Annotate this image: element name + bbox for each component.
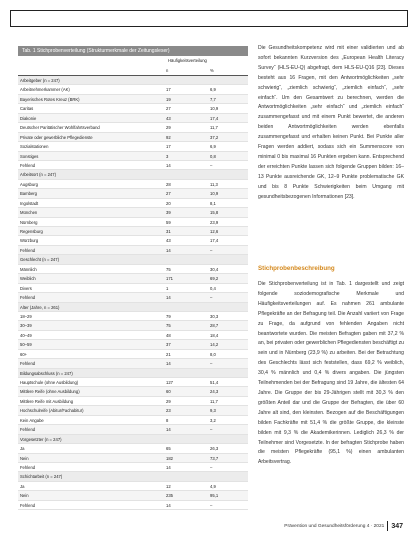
table-row [18,227,248,236]
row-count: 79 [166,313,171,319]
row-percent: 9,3 [210,408,216,414]
page-footer [284,521,403,531]
table-header-columns [18,66,248,77]
row-percent: 95,1 [210,493,219,499]
row-count: 75 [166,323,171,329]
row-count: 14 [166,295,171,301]
row-label: Hochschulreife (Abitur/Fachabitur) [20,408,84,414]
row-count: 75 [166,266,171,272]
row-percent: 51,4 [210,380,219,385]
table-row [18,444,248,453]
row-count: 43 [166,238,171,244]
row-label: Private oder gewerbliche Pflegedienste [20,134,93,140]
data-table [18,46,248,510]
row-count: 14 [166,464,171,470]
row-count [164,435,208,443]
table-row [18,152,248,161]
row-count [164,303,208,311]
row-percent: 14,2 [210,342,219,348]
table-row [18,416,248,425]
table-row [18,331,248,340]
row-percent: 8,1 [210,200,216,206]
table-row [18,321,248,330]
row-percent: – [210,247,213,253]
table-row [18,208,248,217]
table-row [18,491,248,500]
row-percent: 6,9 [210,144,216,150]
row-percent: 12,6 [210,229,219,234]
table-row [18,142,248,151]
row-label: Ja [20,483,25,489]
row-percent: 8,0 [210,351,216,357]
row-percent: 37,2 [210,134,219,140]
table-section-row [18,255,248,264]
header-n: n [166,67,169,73]
table-row [18,350,248,359]
row-label: Fehlend [20,247,36,253]
row-count: 29 [166,125,171,131]
table-row [18,161,248,170]
table-row [18,218,248,227]
row-percent: 30,4 [210,266,219,272]
row-percent: 6,9 [210,87,216,93]
table-row [18,236,248,245]
row-label: Männlich [20,266,37,272]
table-row [18,378,248,387]
row-label: 18–29 [20,313,32,319]
table-row [18,95,248,104]
row-label: 60+ [20,351,28,357]
row-percent: 24,3 [210,389,219,395]
table-row [18,265,248,274]
row-label: Augsburg [20,181,38,187]
table-row [18,359,248,368]
table-header-group [18,56,248,66]
table-row [18,406,248,415]
row-percent: 23,9 [210,219,219,225]
page-header-box [10,10,408,27]
paragraph-sample-description: Die Stichprobenverteilung ist in Tab. 1 dargestellt und zeigt folgende soziodemografische Merkmale und Häufigkeitsverteilungen auf. Es nahmen 261 ambulante Pflegekräfte an der Befragung teil. Die Anzahl variiert von Frage zu Frage, da aufgrund von fehlenden Angaben nicht beantwortete wurden. Die meisten Befragten gaben mit 37,2 % an, bei privaten oder gewerblichen Pflegediensten beschäftigt zu sein und in Nürnberg (23,9 %) zu arbeiten. Bei der Betrachtung des Geschlechts lässt sich feststellen, dass 69,2 % weiblich, 30,4 % männlich und 0,4 % divers angaben. Die jüngsten Teilnehmenden bei der Befragung sind 19 Jahre, die ältesten 64 Jahre. Die Gruppe der bis 29-Jährigen stellt mit 30,3 % den größten Anteil dar und die Gruppe der Befragten, die über 60 Jahre alt sind, den kleinsten. Bezogen auf die Beschäftigungen bilden Fachkräfte mit 51,4 % die größte Gruppe, die kleinste bilden mit 9,3 % die Akademikerinnen. Lediglich 26,3 % der Teilnehmer sind Vorgesetzte. In der befragten Stichprobe haben die meisten Pflegekräfte (95,1 %) einen ambulanten Arbeitsvertrag. [258,281,404,466]
row-percent: 17,4 [210,238,219,244]
row-label: Kein Angabe [20,417,44,423]
row-percent [208,435,248,443]
row-percent: 11,3 [210,181,218,187]
table-row [18,284,248,293]
row-count: 14 [166,247,171,253]
row-label: Nein [20,455,29,461]
row-count: 29 [166,398,171,404]
table-row [18,340,248,349]
row-percent: – [210,361,213,367]
row-count: 23 [166,408,171,414]
row-percent: – [210,162,213,168]
row-count [164,255,208,263]
table-row [18,246,248,255]
table-row [18,397,248,406]
row-count [164,170,208,178]
page-number: 347 [391,522,403,530]
table-row [18,293,248,302]
row-count: 65 [166,446,171,452]
row-label: 40–49 [20,332,32,338]
table-section-row [18,303,248,312]
row-label: Hauptschule (ohne Ausbildung) [20,380,79,385]
row-percent [208,472,248,480]
row-label: Ingolstadt [20,200,39,206]
row-count: 43 [166,115,171,121]
row-percent: 0,8 [210,153,216,159]
row-label: Sonstiges [20,153,39,159]
row-percent [208,303,248,311]
row-count: 14 [166,502,171,508]
row-percent: 11,7 [210,398,218,404]
row-label: Ja [20,446,25,452]
row-label: Bayerisches Rotes Kreuz (BRK) [20,96,80,102]
row-label: Diakonie [20,115,37,121]
row-label: Fehlend [20,464,36,470]
row-label: Schichtarbeit (n = 247) [20,474,63,480]
row-label: Weiblich [20,276,36,282]
row-label: Regensburg [20,229,43,234]
section-heading: Stichprobenbeschreibung [258,265,335,272]
table-row [18,114,248,123]
table-row [18,189,248,198]
table-row [18,180,248,189]
row-label: Bildungsabschluss (n = 247) [20,370,73,376]
table-row [18,387,248,396]
row-label: Mittlere Reife mit Ausbildung [20,398,74,404]
table-row [18,425,248,434]
row-percent [208,76,248,84]
row-count: 37 [166,342,171,348]
row-label: Nürnberg [20,219,38,225]
row-count: 27 [166,106,171,112]
row-label: Alter (Jahre, n = 261) [20,304,60,310]
row-count: 14 [166,162,171,168]
row-percent: 30,3 [210,313,219,319]
table-row [18,199,248,208]
row-percent [208,369,248,377]
table-row [18,85,248,94]
row-percent: – [210,464,213,470]
row-count: 31 [166,229,171,234]
row-label: Fehlend [20,361,36,367]
table-section-row [18,435,248,444]
row-label: Sozialstationen [20,144,49,150]
row-label: Fehlend [20,427,36,433]
row-count: 19 [166,96,171,102]
row-percent: 11,7 [210,125,218,131]
row-count [164,76,208,84]
row-count: 60 [166,389,171,395]
row-count: 14 [166,427,171,433]
row-count: 48 [166,332,171,338]
row-percent: – [210,427,213,433]
row-label: Bamberg [20,191,37,197]
row-percent [208,170,248,178]
table-row [18,133,248,142]
table-row [18,463,248,472]
row-percent: 73,7 [210,455,219,461]
row-label: 30–39 [20,323,32,329]
row-count: 92 [166,134,171,140]
row-count: 127 [166,380,173,385]
row-percent: 0,4 [210,285,216,291]
row-count: 182 [166,455,173,461]
table-row [18,312,248,321]
row-count: 20 [166,200,171,206]
row-count: 27 [166,191,171,197]
row-label: Arbeitsort (n = 247) [20,172,56,178]
paragraph-health-literacy: Die Gesundheitskompetenz wird mit einer validierten und ab sofort bekannten Kurzversion des „European Health Literacy Survey“ (HLS-EU-Q) abgefragt, dem HLS-EU-Q16 [23]. Dieses besteht aus 16 Fragen, mit den Antwortmöglichkeiten „sehr schwierig“, „ziemlich schwierig“, „ziemlich einfach“, „sehr einfach“. Um den Gesamtwert zu berechnen, werden die Antwortmöglichkeiten „sehr einfach“ und „ziemlich einfach“ zusammengefasst und mit einem Punkt bewertet, die anderen beiden Antwortmöglichkeiten werden ebenfalls zusammengefasst und erhalten keinen Punkt. Bei Punkte aller Fragen werden addiert, sodass sich ein Summenscore von minimal 0 bis maximal 16 Punkten ergeben kann. Entsprechend der erreichten Punkte lassen sich folgende Gruppen bilden: 16–13 Punkte ausreichende GK, 12–9 Punkte problematische GK und bis 8 Punkte Schwierigkeiten beim Umgang mit gesundheitsbezogenen Informationen [23]. [258,45,404,200]
row-count: 3 [166,153,169,159]
row-label: Mittlere Reife (ohne Ausbildung) [20,389,80,395]
row-label: Fehlend [20,502,36,508]
table-section-row [18,76,248,85]
row-count: 59 [166,219,171,225]
row-label: Nein [20,493,29,499]
row-percent: 69,2 [210,276,219,282]
row-percent: 3,2 [210,417,216,423]
row-count: 1 [166,285,169,291]
row-percent: 28,7 [210,323,219,329]
row-percent: 18,4 [210,332,219,338]
table-row [18,274,248,283]
row-count: 17 [166,144,171,150]
row-count: 28 [166,181,171,187]
row-label: Arbeitgeber (n = 247) [20,78,60,83]
body-text-column-2 [258,280,404,468]
table-caption: Tab. 1 Stichprobenverteilung (Strukturmerkmale der Zeitungsleser) [18,46,248,56]
row-percent: 4,9 [210,483,216,489]
body-text-column [258,44,404,203]
row-count [164,472,208,480]
row-percent [208,255,248,263]
row-label: Caritas [20,106,34,112]
table-section-row [18,170,248,179]
row-count: 235 [166,493,173,499]
journal-citation: Prävention und Gesundheitsförderung 4 · 2021 [284,523,385,529]
row-percent: 10,9 [210,191,219,197]
table-body [18,76,248,510]
row-count: 12 [166,483,171,489]
row-label: Vorgesetzter (n = 247) [20,436,62,442]
row-count: 39 [166,210,171,216]
row-label: München [20,210,38,216]
table-row [18,123,248,132]
table-section-row [18,369,248,378]
row-count: 21 [166,351,171,357]
row-count: 14 [166,361,171,367]
row-label: 50–59 [20,342,32,348]
row-percent: – [210,502,213,508]
row-count: 8 [166,417,169,423]
row-label: Geschlecht (n = 247) [20,257,59,263]
row-label: Fehlend [20,162,36,168]
table-row [18,454,248,463]
footer-divider [387,521,388,531]
row-percent: 17,4 [210,115,219,121]
table-row [18,501,248,510]
header-frequency: Häufigkeitsverteilung [168,58,207,63]
row-label: Divers [20,285,32,291]
row-count [164,369,208,377]
table-row [18,104,248,113]
row-label: Fehlend [20,295,36,301]
row-label: Würzburg [20,238,39,244]
table-row [18,482,248,491]
row-label: Deutscher Paritätischer Wohlfahrtsverband [20,125,100,131]
row-percent: – [210,295,213,301]
row-percent: 7,7 [210,96,216,102]
row-percent: 15,8 [210,210,219,216]
header-percent: % [210,67,214,73]
row-label: Arbeitnehmerkammer (AK) [20,87,70,93]
row-count: 171 [166,276,173,282]
table-section-row [18,472,248,481]
row-percent: 26,3 [210,446,219,452]
row-count: 17 [166,87,171,93]
row-percent: 10,9 [210,106,219,112]
